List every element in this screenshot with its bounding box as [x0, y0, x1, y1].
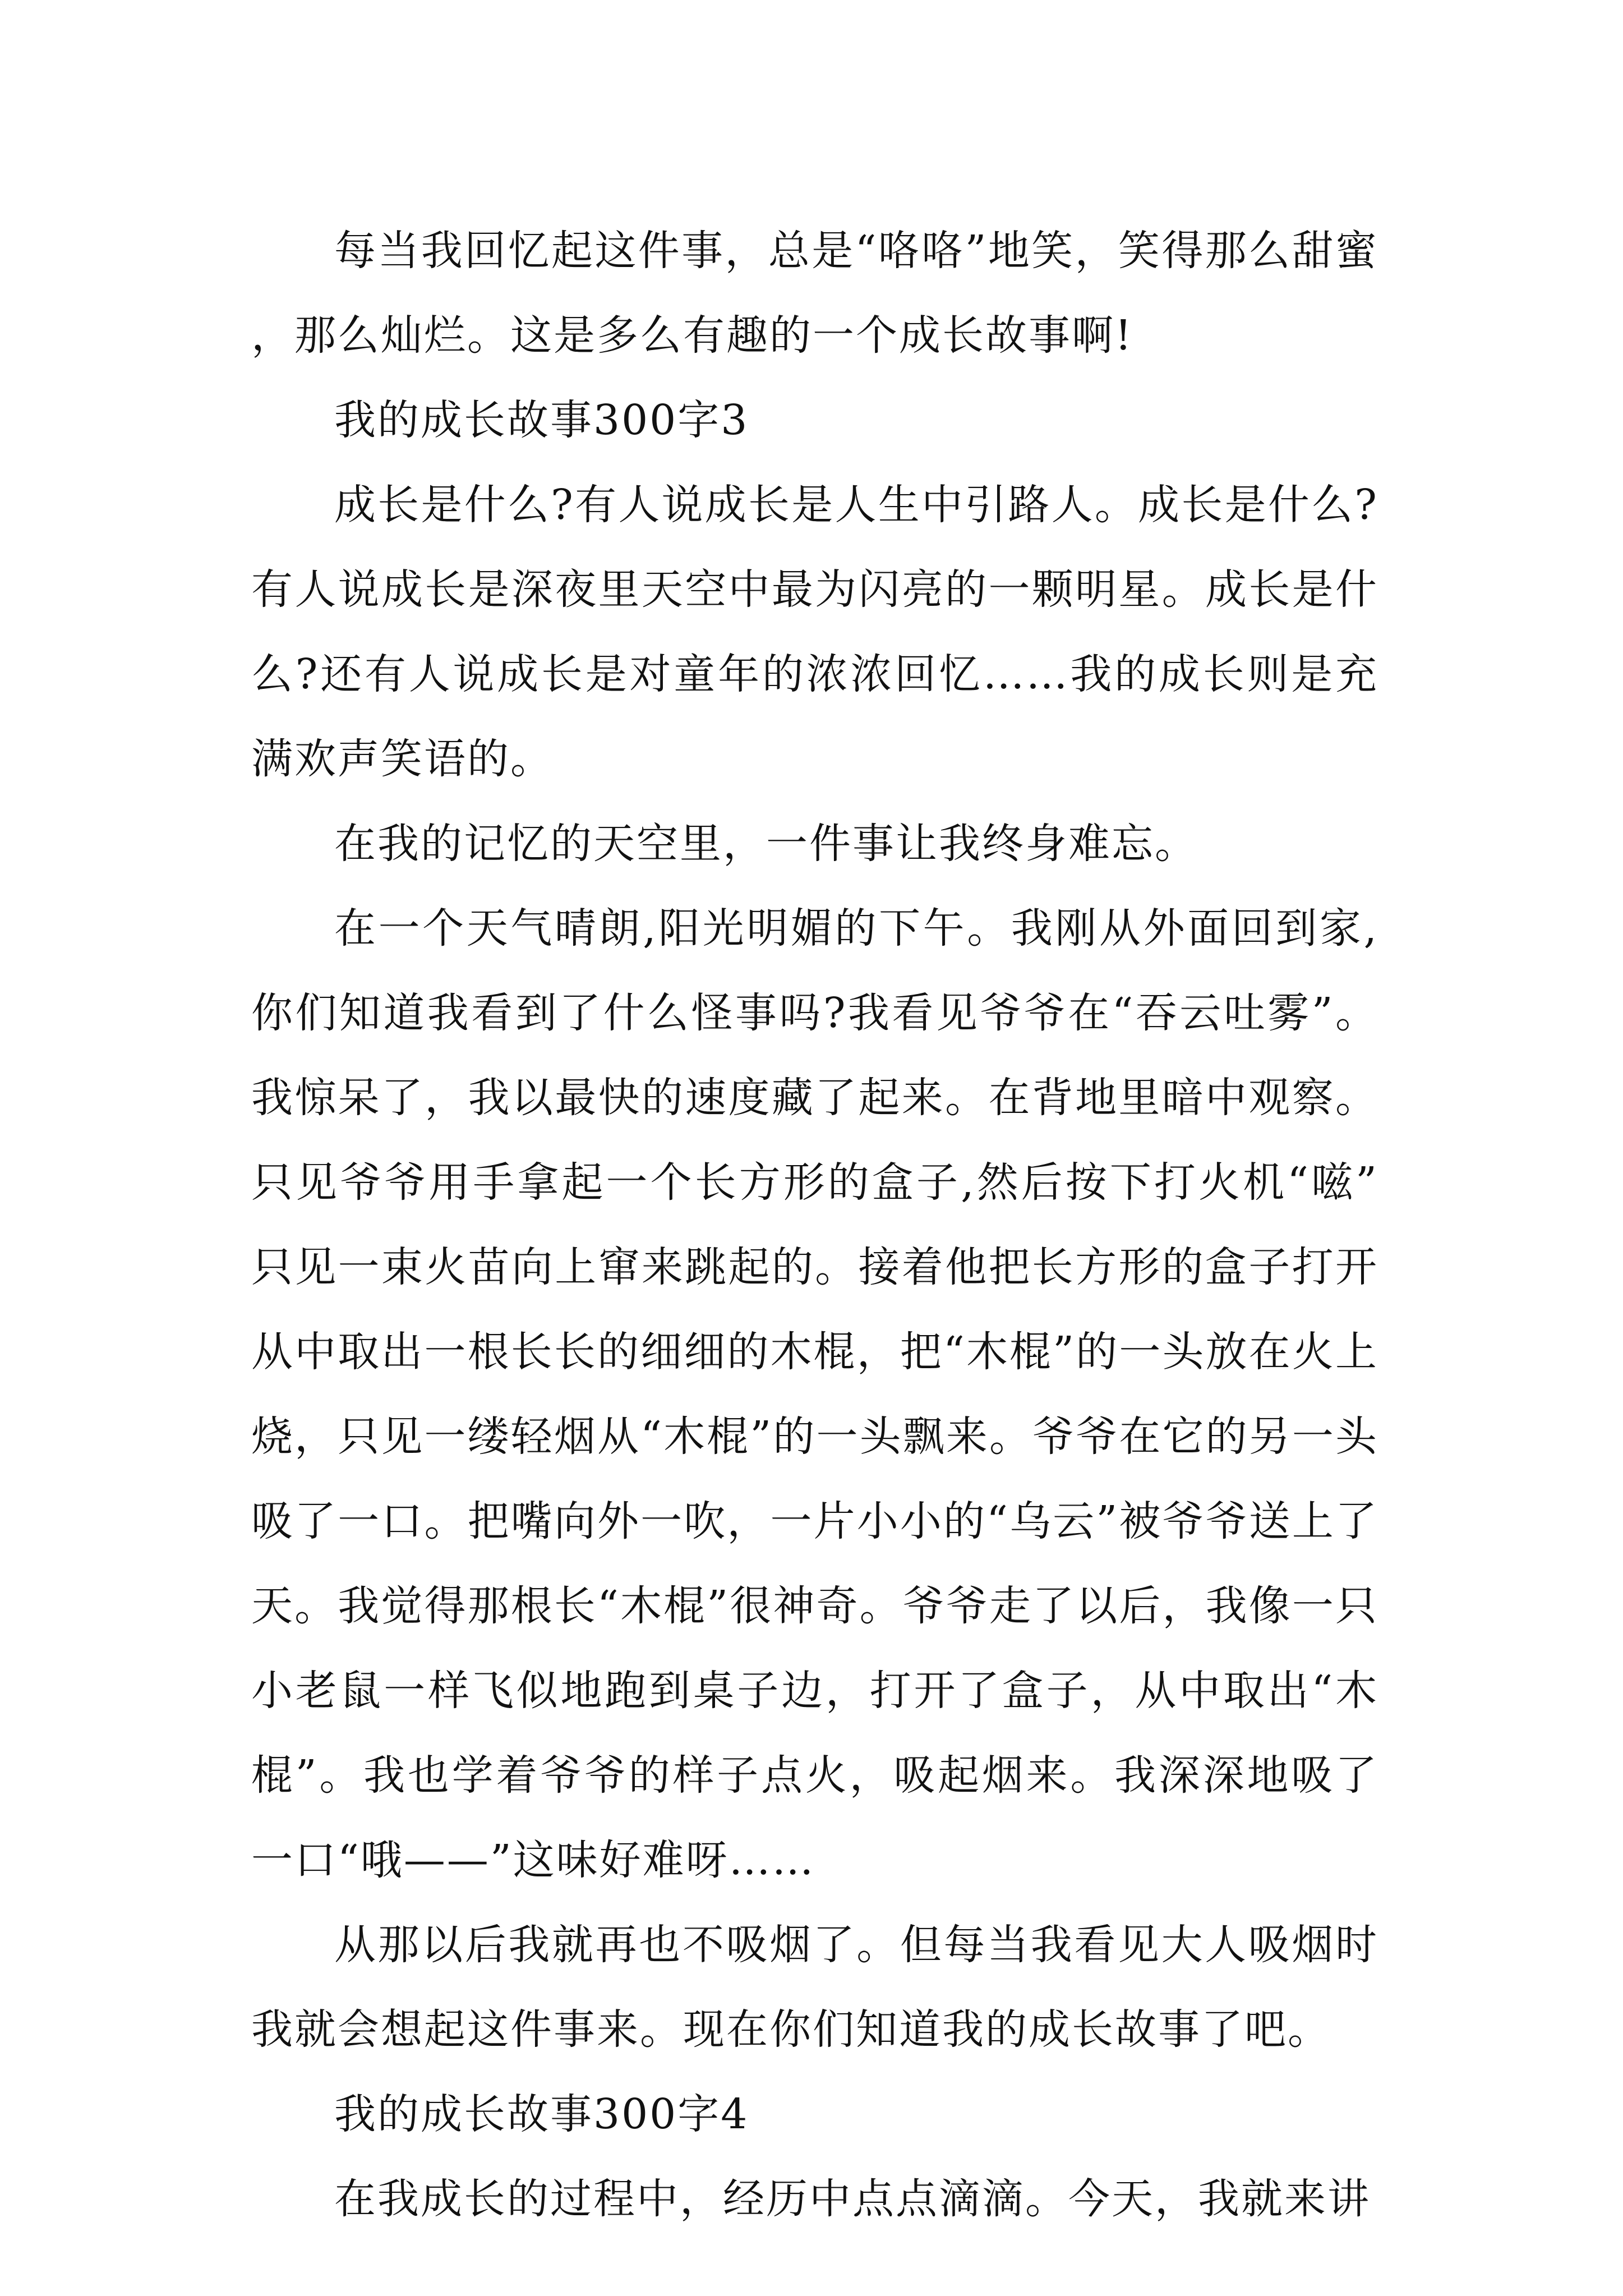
section-heading: 我的成长故事300字4: [334, 2090, 749, 2138]
document-body: [251, 209, 1378, 2242]
paragraph: 在我的记忆的天空里，一件事让我终身难忘。: [334, 820, 1198, 868]
paragraph: 每当我回忆起这件事，总是“咯咯”地笑，笑得那么甜蜜，那么灿烂。这是多么有趣的一个成长故事啊!: [251, 227, 1378, 360]
paragraph: 在我成长的过程中，经历中点点滴滴。今天，我就来讲: [334, 2175, 1371, 2223]
paragraph: 从那以后我就再也不吸烟了。但每当我看见大人吸烟时我就会想起这件事来。现在你们知道我的成长故事了吧。: [251, 1921, 1378, 2054]
paragraph: 成长是什么?有人说成长是人生中引路人。成长是什么?有人说成长是深夜里天空中最为闪亮的一颗明星。成长是什么?还有人说成长是对童年的浓浓回忆……我的成长则是充满欢声笑语的。: [251, 481, 1378, 783]
paragraph: 在一个天气晴朗,阳光明媚的下午。我刚从外面回到家,你们知道我看到了什么怪事吗?我看见爷爷在“吞云吐雾”。我惊呆了，我以最快的速度藏了起来。在背地里暗中观察。只见爷爷用手拿起一个长方形的盒子,然后按下打火机“嗞”只见一束火苗向上窜来跳起的。接着他把长方形的盒子打开从中取出一根长长的细细的木棍，把“木棍”的一头放在火上烧，只见一缕轻烟从“木棍”的一头飘来。爷爷在它的另一头吸了一口。把嘴向外一吹，一片小小的“乌云”被爷爷送上了天。我觉得那根长“木棍”很神奇。爷爷走了以后，我像一只小老鼠一样飞似地跑到桌子边，打开了盒子，从中取出“木棍”。我也学着爷爷的样子点火，吸起烟来。我深深地吸了一口“哦——”这味好难呀……: [251, 904, 1378, 1884]
section-heading: 我的成长故事300字3: [334, 396, 749, 444]
